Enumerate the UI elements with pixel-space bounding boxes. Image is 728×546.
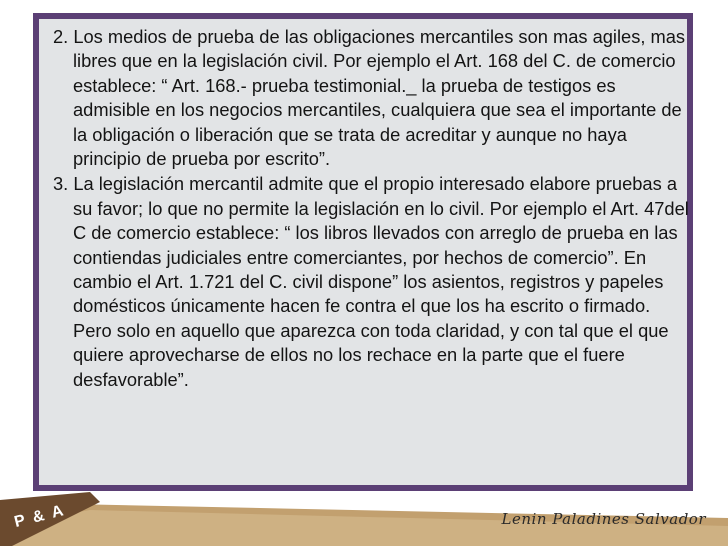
paragraph-2: 2. Los medios de prueba de las obligaciones mercantiles son mas agiles, mas libres que en la legislación civil. Por ejemplo el Art. 168 del C. de comercio establece: “ Art. 168.- prueba testimonial._ la prueba de testigos es admisible en los negocios mercantiles, cualquiera que sea el importante de la obligación o liberación que se trata de acreditar y aunque no haya principio de prueba por escrito”. xyxy=(53,26,686,170)
author-name: Lenin Paladines Salvador xyxy=(501,510,706,528)
logo-pa: P & A xyxy=(12,502,67,532)
slide-content xyxy=(53,25,693,392)
paragraph-3: 3. La legislación mercantil admite que el propio interesado elabore pruebas a su favor; lo que no permite la legislación en lo civil. Por ejemplo el Art. 47del C de comercio establece: “ los libros llevados con arreglo de prueba en las contiendas judiciales entre comerciantes, por hechos de comercio”. En cambio el Art. 1.721 del C. civil dispone” los asientos, registros y papeles domésticos únicamente hacen fe contra el que los ha escrito o firmado. Pero solo en aquello que aparezca con toda claridad, y con tal que el que quiere aprovecharse de ellos no los rechace en la parte que el fuere desfavorable”. xyxy=(53,173,689,390)
